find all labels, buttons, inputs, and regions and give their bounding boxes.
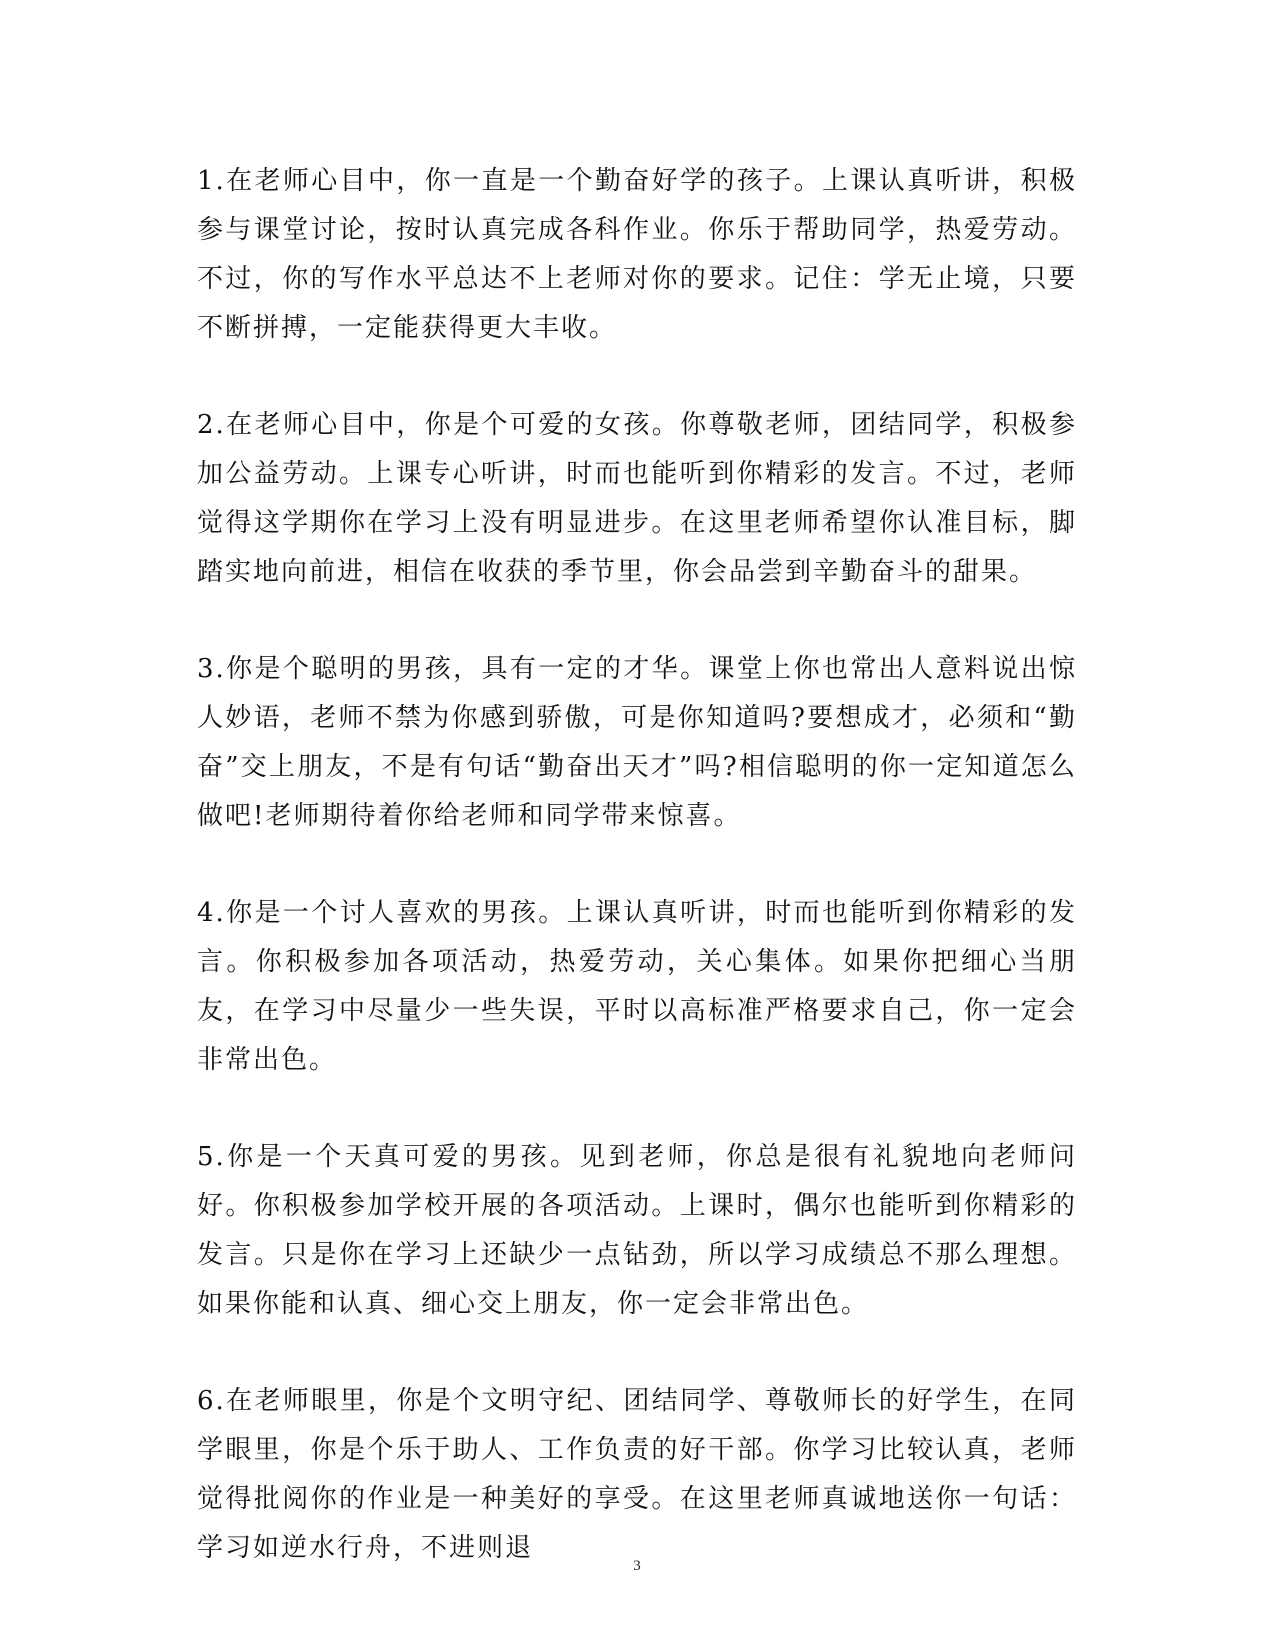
page-number: 3 — [633, 1558, 641, 1574]
comment-paragraph-6: 6.在老师眼里，你是个文明守纪、团结同学、尊敬师长的好学生，在同学眼里，你是个乐于助人、工作负责的好干部。你学习比较认真，老师觉得批阅你的作业是一种美好的享受。在这里老师真诚地送你一句话：学习如逆水行舟，不进则退 — [197, 1386, 1077, 1563]
comment-paragraph-3: 3.你是个聪明的男孩，具有一定的才华。课堂上你也常出人意料说出惊人妙语，老师不禁为你感到骄傲，可是你知道吗?要想成才，必须和“勤奋”交上朋友，不是有句话“勤奋出天才”吗?相信聪明的你一定知道怎么做吧!老师期待着你给老师和同学带来惊喜。 — [197, 654, 1077, 831]
comment-paragraph-4: 4.你是一个讨人喜欢的男孩。上课认真听讲，时而也能听到你精彩的发言。你积极参加各项活动，热爱劳动，关心集体。如果你把细心当朋友，在学习中尽量少一些失误，平时以高标准严格要求自己，你一定会非常出色。 — [197, 898, 1077, 1075]
comment-paragraph-2: 2.在老师心目中，你是个可爱的女孩。你尊敬老师，团结同学，积极参加公益劳动。上课专心听讲，时而也能听到你精彩的发言。不过，老师觉得这学期你在学习上没有明显进步。在这里老师希望你认准目标，脚踏实地向前进，相信在收获的季节里，你会品尝到辛勤奋斗的甜果。 — [197, 410, 1077, 587]
document-body — [197, 157, 1077, 1621]
comment-paragraph-5: 5.你是一个天真可爱的男孩。见到老师，你总是很有礼貌地向老师问好。你积极参加学校开展的各项活动。上课时，偶尔也能听到你精彩的发言。只是你在学习上还缺少一点钻劲，所以学习成绩总不那么理想。如果你能和认真、细心交上朋友，你一定会非常出色。 — [197, 1142, 1077, 1319]
comment-paragraph-1: 1.在老师心目中，你一直是一个勤奋好学的孩子。上课认真听讲，积极参与课堂讨论，按时认真完成各科作业。你乐于帮助同学，热爱劳动。不过，你的写作水平总达不上老师对你的要求。记住：学无止境，只要不断拼搏，一定能获得更大丰收。 — [197, 166, 1077, 343]
